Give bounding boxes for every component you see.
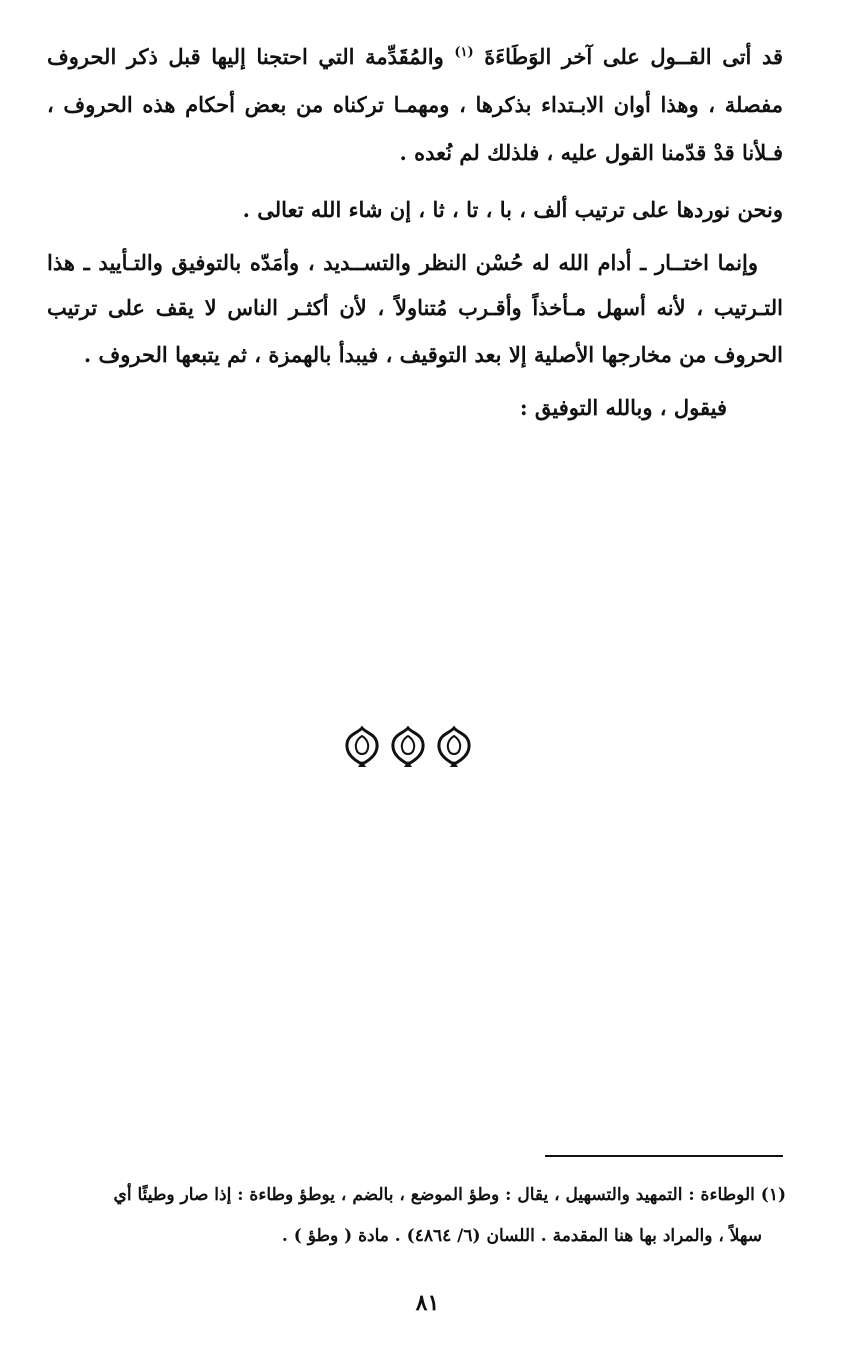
p1-line1-start: قد أتى القــول على آخر الوَطَاءَةَ [484,44,784,69]
section-ornament [343,724,473,768]
paragraph-4-line-1: فيقول ، وبالله التوفيق : [519,395,727,420]
floral-ornament-icon [389,725,427,767]
paragraph-1-line-2: مفصلة ، وهذا أوان الابـتداء بذكرها ، ومهمـا تركناه من بعض أحكام هذه الحروف ، [47,92,783,117]
paragraph-1-line-1 [47,38,783,72]
footnote-1-line-1: (١) الوطاءة : التمهيد والتسهيل ، يقال : وطؤ الموضع ، بالضم ، يوطؤ وطاءة : إذا صار وطيئًا أي [113,1185,786,1205]
page-number: ٨١ [415,1290,440,1316]
footnote-1-line-2: سهلاً ، والمراد بها هنا المقدمة . اللسان (٦/ ٤٨٦٤) . مادة ( وطؤ ) . [281,1226,762,1246]
footnote-marker[interactable]: (١) [454,45,474,60]
footnote-separator [545,1155,783,1157]
paragraph-3-line-2: التـرتيب ، لأنه أسهل مـأخذاً وأقـرب مُتناولاً ، لأن أكثـر الناس لا يقف على ترتيب [47,295,783,320]
paragraph-2-line-1: ونحن نوردها على ترتيب ألف ، با ، تا ، ثا ، إن شاء الله تعالى . [242,197,783,222]
paragraph-3-line-1: وإنما اختــار ـ أدام الله له حُسْن النظر والتســديد ، وأمَدّه بالتوفيق والتـأييد ـ هذا [47,250,758,275]
paragraph-1-line-3: فـلأنا قدْ قدّمنا القول عليه ، فلذلك لم نُعده . [399,140,783,165]
floral-ornament-icon [343,725,381,767]
floral-ornament-icon [435,725,473,767]
p1-line1-end: والمُقَدِّمة التي احتجنا إليها قبل ذكر الحروف [47,44,444,69]
paragraph-3-line-3: الحروف من مخارجها الأصلية إلا بعد التوقيف ، فيبدأ بالهمزة ، ثم يتبعها الحروف . [83,342,783,367]
